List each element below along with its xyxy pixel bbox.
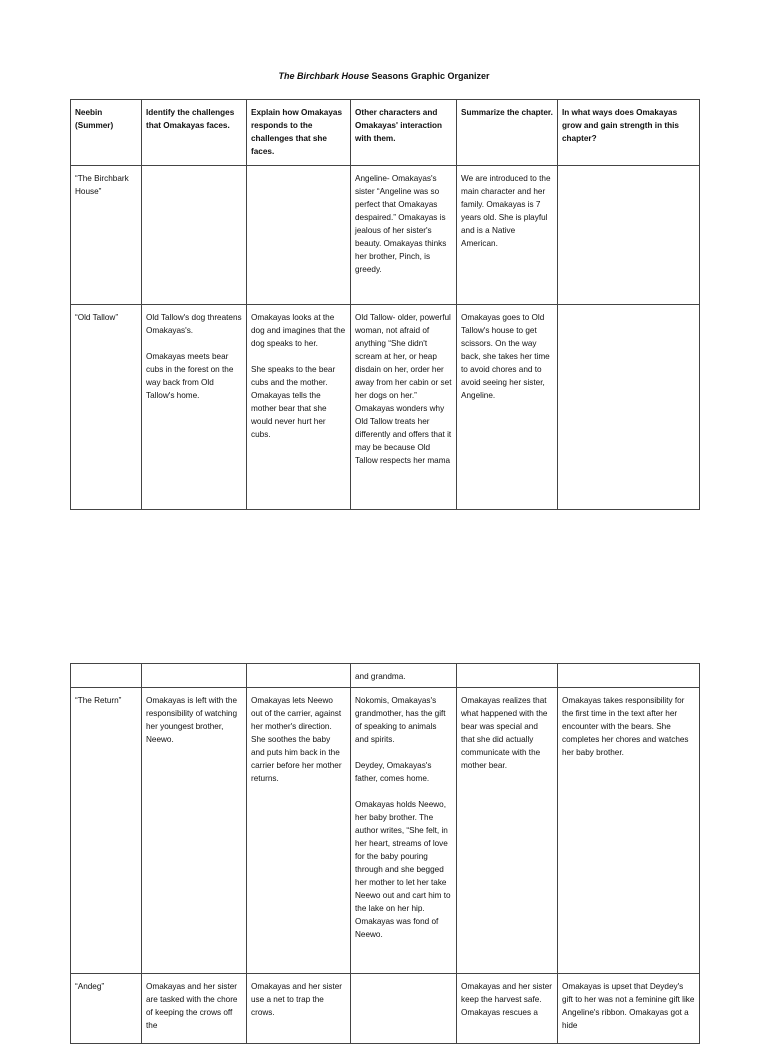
header-cell-growth: In what ways does Omakayas grow and gain strength in this chapter? (558, 100, 700, 166)
cell-paragraph: Omakayas holds Neewo, her baby brother. The author writes, “She felt, in her heart, streams of love for the baby pouring through and she begged her mother to let her take Neewo out and cart him to the lake on her hip. Omakayas was fond of Neewo. (355, 800, 451, 939)
page-title: The Birchbark House Seasons Graphic Organizer (278, 71, 490, 81)
growth-cell (558, 688, 700, 974)
cell-paragraph: Old Tallow's dog threatens Omakayas's. (146, 313, 242, 335)
summary-cell (457, 974, 558, 1044)
summary-cell (457, 664, 558, 688)
cell-paragraph: We are introduced to the main character and her family. Omakayas is 7 years old. She is playful and is a Native American. (461, 174, 551, 248)
challenges-cell (142, 305, 247, 510)
chapter-cell: “Andeg” (71, 974, 142, 1044)
cell-paragraph: Omakayas is upset that Deydey's gift to her was not a feminine gift like Angeline's ribbon. Omakayas got a hide (562, 982, 695, 1030)
summary-cell (457, 305, 558, 510)
challenges-cell (142, 664, 247, 688)
characters-cell (351, 974, 457, 1044)
cell-paragraph: Omakayas and her sister are tasked with the chore of keeping the crows off the (146, 982, 238, 1030)
cell-paragraph: Omakayas is left with the responsibility of watching her youngest brother, Neewo. (146, 696, 238, 744)
table-row (71, 664, 700, 688)
responses-cell (247, 166, 351, 305)
header-cell-challenges: Identify the challenges that Omakayas faces. (142, 100, 247, 166)
characters-cell (351, 664, 457, 688)
responses-cell (247, 688, 351, 974)
cell-paragraph: Omakayas realizes that what happened with the bear was special and that she did actually communicate with the mother bear. (461, 696, 548, 770)
responses-cell (247, 664, 351, 688)
growth-cell (558, 974, 700, 1044)
header-row (71, 100, 700, 166)
organizer-body-continued (71, 664, 700, 1044)
responses-cell (247, 305, 351, 510)
characters-cell (351, 688, 457, 974)
characters-cell (351, 166, 457, 305)
cell-paragraph: Old Tallow- older, powerful woman, not afraid of anything “She didn't scream at her, or heap disdain on her, order her away from her cabin or set her dogs on her.” Omakayas wonders why Old Tallow treats her differently and offers that it may be because Old Tallow respects her mama (355, 313, 452, 465)
cell-paragraph: and grandma. (355, 672, 406, 681)
cell-paragraph: She speaks to the bear cubs and the mother. Omakayas tells the mother bear that she would never hurt her cubs. (251, 365, 336, 439)
header-cell-summary: Summarize the chapter. (457, 100, 558, 166)
table-row (71, 305, 700, 510)
cell-paragraph: Omakayas meets bear cubs in the forest on the way back from Old Tallow's home. (146, 352, 234, 400)
cell-paragraph: Deydey, Omakayas's father, comes home. (355, 761, 432, 783)
challenges-cell (142, 166, 247, 305)
chapter-cell: “The Birchbark House” (71, 166, 142, 305)
table-row (71, 974, 700, 1044)
header-cell-season: Neebin (Summer) (71, 100, 142, 166)
cell-paragraph: Omakayas goes to Old Tallow's house to get scissors. On the way back, she takes her time to avoid chores and to avoid seeing her sister, Angeline. (461, 313, 550, 400)
summary-cell (457, 166, 558, 305)
cell-paragraph: Omakayas lets Neewo out of the carrier, against her mother's direction. She soothes the baby and puts him back in the carrier before her mother returns. (251, 696, 342, 783)
cell-paragraph: Omakayas looks at the dog and imagines that the dog speaks to her. (251, 313, 346, 348)
cell-paragraph: Angeline- Omakayas's sister “Angeline was so perfect that Omakayas despaired.” Omakayas is jealous of her sister's beauty. Omakayas thinks her brother, Pinch, is greedy. (355, 174, 447, 274)
table-row (71, 166, 700, 305)
responses-cell (247, 974, 351, 1044)
header-cell-characters: Other characters and Omakayas' interaction with them. (351, 100, 457, 166)
cell-paragraph: Nokomis, Omakayas's grandmother, has the gift of speaking to animals and spirits. (355, 696, 446, 744)
characters-cell (351, 305, 457, 510)
chapter-cell: “Old Tallow” (71, 305, 142, 510)
organizer-table-continued (70, 663, 700, 1044)
chapter-cell (71, 664, 142, 688)
organizer-body-top (71, 166, 700, 510)
summary-cell (457, 688, 558, 974)
cell-paragraph: Omakayas and her sister keep the harvest safe. Omakayas rescues a (461, 982, 553, 1017)
chapter-cell: “The Return” (71, 688, 142, 974)
growth-cell (558, 664, 700, 688)
organizer-table-top (70, 99, 700, 510)
table-row (71, 688, 700, 974)
challenges-cell (142, 974, 247, 1044)
header-cell-responses: Explain how Omakayas responds to the challenges that she faces. (247, 100, 351, 166)
cell-paragraph: Omakayas takes responsibility for the first time in the text after her encounter with the bears. She completes her chores and watches her baby brother. (562, 696, 689, 757)
cell-paragraph: Omakayas and her sister use a net to trap the crows. (251, 982, 343, 1017)
challenges-cell (142, 688, 247, 974)
growth-cell (558, 166, 700, 305)
growth-cell (558, 305, 700, 510)
